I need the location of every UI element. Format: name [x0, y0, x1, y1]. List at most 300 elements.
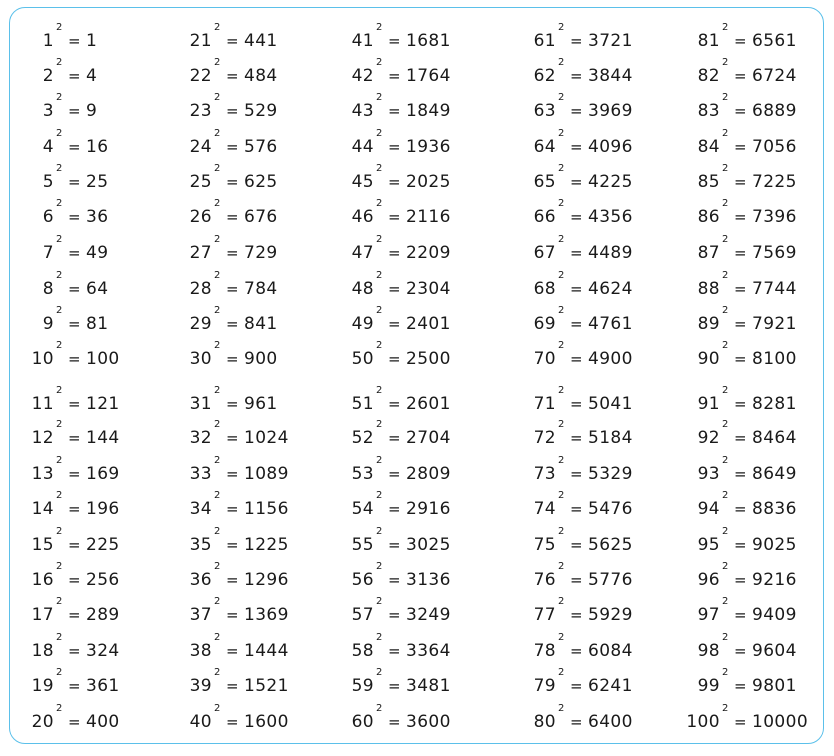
equals-sign: =: [226, 138, 239, 156]
equals-sign: =: [226, 606, 239, 624]
square-exponent: 2: [56, 128, 63, 139]
equals-sign: =: [68, 138, 81, 156]
square-base: 15: [31, 535, 54, 555]
square-value: 3364: [406, 641, 451, 661]
square-exponent: 2: [376, 419, 383, 430]
square-exponent: 2: [722, 703, 729, 714]
square-value: 2025: [406, 172, 451, 192]
equals-sign: =: [68, 395, 81, 413]
square-value: 1444: [244, 641, 289, 661]
square-value: 961: [244, 394, 278, 414]
equals-sign: =: [226, 536, 239, 554]
square-value: 4225: [588, 172, 633, 192]
square-value: 196: [86, 499, 120, 519]
square-base: 69: [533, 314, 556, 334]
square-value: 289: [86, 605, 120, 625]
equals-sign: =: [734, 208, 747, 226]
square-base: 32: [189, 428, 212, 448]
square-value: 9: [86, 101, 98, 121]
square-value: 9216: [752, 570, 797, 590]
equals-sign: =: [226, 32, 239, 50]
equals-sign: =: [734, 280, 747, 298]
square-value: 2916: [406, 499, 451, 519]
square-exponent: 2: [376, 385, 383, 396]
square-base: 76: [533, 570, 556, 590]
square-base: 42: [351, 66, 374, 86]
square-value: 7396: [752, 207, 797, 227]
square-value: 1225: [244, 535, 289, 555]
equals-sign: =: [226, 350, 239, 368]
square-exponent: 2: [56, 632, 63, 643]
square-base: 66: [533, 207, 556, 227]
square-value: 5476: [588, 499, 633, 519]
square-base: 9: [42, 314, 54, 334]
square-exponent: 2: [376, 490, 383, 501]
equals-sign: =: [570, 350, 583, 368]
equals-sign: =: [388, 677, 401, 695]
square-exponent: 2: [722, 198, 729, 209]
square-base: 11: [31, 394, 54, 414]
square-base: 51: [351, 394, 374, 414]
square-exponent: 2: [376, 92, 383, 103]
equals-sign: =: [388, 350, 401, 368]
square-base: 93: [697, 464, 720, 484]
equals-sign: =: [388, 280, 401, 298]
square-base: 68: [533, 279, 556, 299]
equals-sign: =: [388, 536, 401, 554]
square-base: 94: [697, 499, 720, 519]
equals-sign: =: [226, 429, 239, 447]
square-base: 39: [189, 676, 212, 696]
equals-sign: =: [68, 571, 81, 589]
square-base: 95: [697, 535, 720, 555]
square-exponent: 2: [722, 340, 729, 351]
square-value: 7225: [752, 172, 797, 192]
equals-sign: =: [388, 244, 401, 262]
square-base: 17: [31, 605, 54, 625]
square-exponent: 2: [558, 128, 565, 139]
square-value: 3721: [588, 31, 633, 51]
square-base: 23: [189, 101, 212, 121]
square-value: 5329: [588, 464, 633, 484]
equals-sign: =: [388, 465, 401, 483]
square-base: 26: [189, 207, 212, 227]
square-value: 81: [86, 314, 109, 334]
square-value: 4489: [588, 243, 633, 263]
square-base: 86: [697, 207, 720, 227]
square-exponent: 2: [722, 632, 729, 643]
square-value: 3249: [406, 605, 451, 625]
square-base: 29: [189, 314, 212, 334]
equals-sign: =: [388, 429, 401, 447]
square-exponent: 2: [376, 163, 383, 174]
square-base: 16: [31, 570, 54, 590]
square-exponent: 2: [214, 340, 221, 351]
square-exponent: 2: [558, 561, 565, 572]
equals-sign: =: [226, 67, 239, 85]
square-base: 12: [31, 428, 54, 448]
square-base: 74: [533, 499, 556, 519]
equals-sign: =: [570, 395, 583, 413]
square-base: 25: [189, 172, 212, 192]
equals-sign: =: [734, 138, 747, 156]
square-base: 70: [533, 349, 556, 369]
equals-sign: =: [570, 173, 583, 191]
square-exponent: 2: [722, 667, 729, 678]
square-base: 40: [189, 712, 212, 732]
equals-sign: =: [388, 208, 401, 226]
equals-sign: =: [226, 315, 239, 333]
equals-sign: =: [68, 713, 81, 731]
square-base: 18: [31, 641, 54, 661]
square-value: 2500: [406, 349, 451, 369]
square-value: 441: [244, 31, 278, 51]
square-base: 27: [189, 243, 212, 263]
square-base: 28: [189, 279, 212, 299]
equals-sign: =: [734, 571, 747, 589]
square-value: 1936: [406, 137, 451, 157]
square-exponent: 2: [722, 163, 729, 174]
square-exponent: 2: [376, 305, 383, 316]
equals-sign: =: [734, 32, 747, 50]
square-base: 22: [189, 66, 212, 86]
square-exponent: 2: [376, 596, 383, 607]
square-exponent: 2: [558, 92, 565, 103]
square-base: 57: [351, 605, 374, 625]
equals-sign: =: [734, 67, 747, 85]
square-exponent: 2: [558, 270, 565, 281]
square-base: 83: [697, 101, 720, 121]
equals-sign: =: [570, 138, 583, 156]
square-base: 98: [697, 641, 720, 661]
square-value: 225: [86, 535, 120, 555]
square-value: 2704: [406, 428, 451, 448]
square-exponent: 2: [722, 490, 729, 501]
square-value: 784: [244, 279, 278, 299]
equals-sign: =: [68, 350, 81, 368]
square-exponent: 2: [56, 92, 63, 103]
square-base: 87: [697, 243, 720, 263]
equals-sign: =: [226, 395, 239, 413]
equals-sign: =: [226, 500, 239, 518]
square-base: 37: [189, 605, 212, 625]
square-base: 61: [533, 31, 556, 51]
square-base: 33: [189, 464, 212, 484]
square-value: 4356: [588, 207, 633, 227]
square-value: 2116: [406, 207, 451, 227]
square-base: 82: [697, 66, 720, 86]
square-base: 19: [31, 676, 54, 696]
square-exponent: 2: [558, 632, 565, 643]
square-exponent: 2: [558, 385, 565, 396]
equals-sign: =: [68, 315, 81, 333]
square-value: 1600: [244, 712, 289, 732]
square-base: 43: [351, 101, 374, 121]
square-base: 48: [351, 279, 374, 299]
square-base: 67: [533, 243, 556, 263]
square-value: 256: [86, 570, 120, 590]
square-value: 169: [86, 464, 120, 484]
square-base: 85: [697, 172, 720, 192]
square-value: 8281: [752, 394, 797, 414]
square-value: 2809: [406, 464, 451, 484]
square-value: 3136: [406, 570, 451, 590]
equals-sign: =: [226, 208, 239, 226]
square-value: 100: [86, 349, 120, 369]
square-exponent: 2: [558, 163, 565, 174]
square-base: 99: [697, 676, 720, 696]
equals-sign: =: [570, 536, 583, 554]
square-exponent: 2: [558, 455, 565, 466]
square-base: 81: [697, 31, 720, 51]
square-base: 58: [351, 641, 374, 661]
square-exponent: 2: [722, 561, 729, 572]
square-value: 8100: [752, 349, 797, 369]
equals-sign: =: [226, 465, 239, 483]
square-base: 54: [351, 499, 374, 519]
square-base: 60: [351, 712, 374, 732]
square-value: 5184: [588, 428, 633, 448]
square-exponent: 2: [558, 703, 565, 714]
equals-sign: =: [68, 67, 81, 85]
square-value: 5929: [588, 605, 633, 625]
equals-sign: =: [734, 713, 747, 731]
square-value: 900: [244, 349, 278, 369]
square-exponent: 2: [722, 92, 729, 103]
squares-column: [14, 0, 174, 756]
square-base: 62: [533, 66, 556, 86]
square-base: 50: [351, 349, 374, 369]
squares-column: [334, 0, 494, 756]
equals-sign: =: [226, 102, 239, 120]
equals-sign: =: [68, 642, 81, 660]
square-value: 3600: [406, 712, 451, 732]
square-base: 55: [351, 535, 374, 555]
square-exponent: 2: [56, 22, 63, 33]
square-base: 20: [31, 712, 54, 732]
square-exponent: 2: [722, 455, 729, 466]
square-exponent: 2: [722, 22, 729, 33]
square-exponent: 2: [722, 128, 729, 139]
square-exponent: 2: [56, 305, 63, 316]
square-base: 63: [533, 101, 556, 121]
equals-sign: =: [388, 67, 401, 85]
equals-sign: =: [226, 173, 239, 191]
square-value: 1849: [406, 101, 451, 121]
equals-sign: =: [388, 102, 401, 120]
square-base: 41: [351, 31, 374, 51]
square-exponent: 2: [558, 667, 565, 678]
equals-sign: =: [226, 642, 239, 660]
square-exponent: 2: [214, 305, 221, 316]
square-exponent: 2: [214, 57, 221, 68]
equals-sign: =: [734, 395, 747, 413]
square-value: 6561: [752, 31, 797, 51]
equals-sign: =: [68, 465, 81, 483]
equals-sign: =: [388, 32, 401, 50]
square-base: 73: [533, 464, 556, 484]
square-exponent: 2: [376, 526, 383, 537]
square-exponent: 2: [214, 198, 221, 209]
square-base: 38: [189, 641, 212, 661]
equals-sign: =: [68, 244, 81, 262]
square-base: 78: [533, 641, 556, 661]
square-base: 96: [697, 570, 720, 590]
square-exponent: 2: [56, 198, 63, 209]
equals-sign: =: [570, 677, 583, 695]
square-value: 9604: [752, 641, 797, 661]
square-base: 100: [686, 712, 720, 732]
square-value: 1: [86, 31, 98, 51]
equals-sign: =: [734, 350, 747, 368]
square-base: 84: [697, 137, 720, 157]
square-exponent: 2: [56, 455, 63, 466]
square-base: 10: [31, 349, 54, 369]
equals-sign: =: [226, 571, 239, 589]
square-exponent: 2: [376, 340, 383, 351]
square-base: 90: [697, 349, 720, 369]
equals-sign: =: [570, 571, 583, 589]
square-value: 121: [86, 394, 120, 414]
square-base: 64: [533, 137, 556, 157]
square-value: 6400: [588, 712, 633, 732]
square-exponent: 2: [214, 128, 221, 139]
equals-sign: =: [734, 244, 747, 262]
square-base: 88: [697, 279, 720, 299]
square-exponent: 2: [214, 632, 221, 643]
square-exponent: 2: [558, 526, 565, 537]
equals-sign: =: [570, 500, 583, 518]
square-value: 3969: [588, 101, 633, 121]
square-value: 324: [86, 641, 120, 661]
square-base: 31: [189, 394, 212, 414]
squares-column: [172, 0, 332, 756]
square-value: 10000: [752, 712, 809, 732]
square-value: 1521: [244, 676, 289, 696]
square-value: 3025: [406, 535, 451, 555]
equals-sign: =: [734, 500, 747, 518]
square-exponent: 2: [376, 455, 383, 466]
square-exponent: 2: [214, 22, 221, 33]
equals-sign: =: [570, 208, 583, 226]
equals-sign: =: [388, 500, 401, 518]
square-value: 7056: [752, 137, 797, 157]
square-value: 1764: [406, 66, 451, 86]
square-exponent: 2: [214, 270, 221, 281]
square-value: 529: [244, 101, 278, 121]
square-base: 65: [533, 172, 556, 192]
square-value: 9409: [752, 605, 797, 625]
square-exponent: 2: [722, 57, 729, 68]
square-exponent: 2: [558, 340, 565, 351]
square-value: 5625: [588, 535, 633, 555]
square-base: 46: [351, 207, 374, 227]
square-exponent: 2: [376, 667, 383, 678]
equals-sign: =: [68, 208, 81, 226]
equals-sign: =: [388, 606, 401, 624]
square-exponent: 2: [56, 57, 63, 68]
square-value: 5041: [588, 394, 633, 414]
square-value: 6724: [752, 66, 797, 86]
square-value: 25: [86, 172, 109, 192]
square-exponent: 2: [376, 703, 383, 714]
equals-sign: =: [570, 32, 583, 50]
equals-sign: =: [226, 677, 239, 695]
square-value: 576: [244, 137, 278, 157]
square-value: 2304: [406, 279, 451, 299]
square-base: 77: [533, 605, 556, 625]
square-value: 729: [244, 243, 278, 263]
square-value: 9801: [752, 676, 797, 696]
equals-sign: =: [226, 244, 239, 262]
square-base: 8: [42, 279, 54, 299]
equals-sign: =: [734, 642, 747, 660]
square-exponent: 2: [214, 596, 221, 607]
equals-sign: =: [570, 429, 583, 447]
equals-sign: =: [388, 713, 401, 731]
square-exponent: 2: [722, 385, 729, 396]
square-value: 8649: [752, 464, 797, 484]
square-base: 14: [31, 499, 54, 519]
square-exponent: 2: [214, 526, 221, 537]
square-value: 7744: [752, 279, 797, 299]
square-exponent: 2: [558, 234, 565, 245]
square-exponent: 2: [722, 305, 729, 316]
square-value: 16: [86, 137, 109, 157]
square-value: 2209: [406, 243, 451, 263]
square-value: 8836: [752, 499, 797, 519]
square-exponent: 2: [376, 128, 383, 139]
equals-sign: =: [68, 173, 81, 191]
square-base: 56: [351, 570, 374, 590]
square-exponent: 2: [56, 163, 63, 174]
square-exponent: 2: [376, 632, 383, 643]
square-exponent: 2: [558, 57, 565, 68]
square-value: 49: [86, 243, 109, 263]
equals-sign: =: [734, 429, 747, 447]
square-value: 4900: [588, 349, 633, 369]
square-exponent: 2: [558, 490, 565, 501]
equals-sign: =: [570, 102, 583, 120]
equals-sign: =: [570, 606, 583, 624]
square-value: 2601: [406, 394, 451, 414]
square-exponent: 2: [558, 305, 565, 316]
square-base: 1: [42, 31, 54, 51]
square-base: 24: [189, 137, 212, 157]
square-base: 36: [189, 570, 212, 590]
square-base: 52: [351, 428, 374, 448]
square-exponent: 2: [214, 455, 221, 466]
square-exponent: 2: [56, 270, 63, 281]
square-value: 361: [86, 676, 120, 696]
square-exponent: 2: [56, 490, 63, 501]
square-exponent: 2: [376, 57, 383, 68]
equals-sign: =: [570, 67, 583, 85]
square-value: 9025: [752, 535, 797, 555]
squares-column: [516, 0, 676, 756]
square-exponent: 2: [558, 198, 565, 209]
square-exponent: 2: [214, 490, 221, 501]
square-base: 7: [42, 243, 54, 263]
equals-sign: =: [570, 280, 583, 298]
square-value: 8464: [752, 428, 797, 448]
equals-sign: =: [388, 173, 401, 191]
square-exponent: 2: [722, 419, 729, 430]
square-base: 91: [697, 394, 720, 414]
equals-sign: =: [570, 315, 583, 333]
square-exponent: 2: [56, 234, 63, 245]
square-base: 35: [189, 535, 212, 555]
